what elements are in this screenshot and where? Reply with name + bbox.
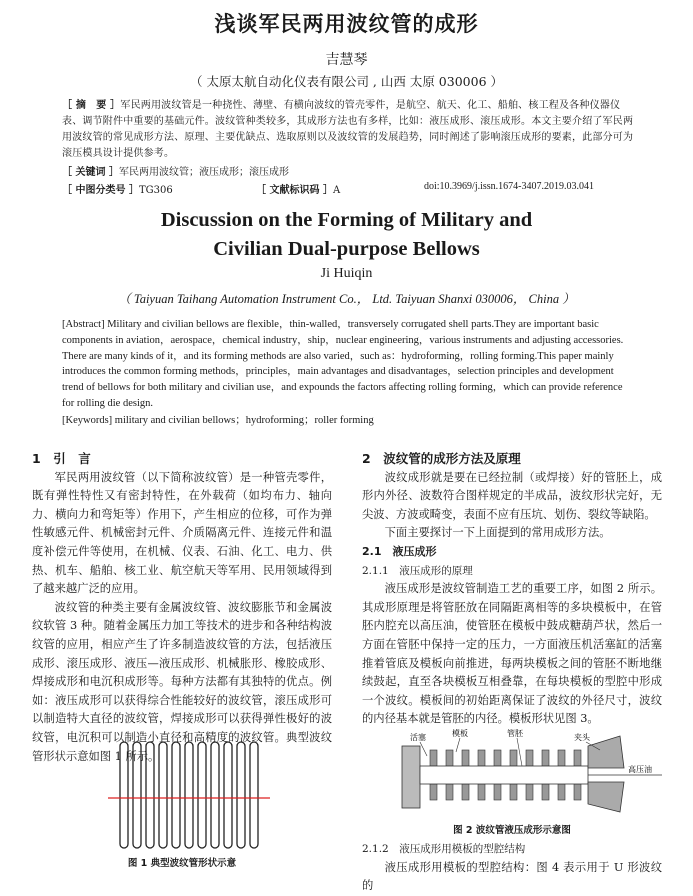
english-keywords: [62, 412, 374, 427]
english-keywords-label: [Keywords]: [62, 415, 113, 426]
english-affiliation: （ Taiyuan Taihang Automation Instrument Co.， Ltd. Taiyuan Shanxi 030006， China ）: [118, 292, 575, 306]
chinese-abstract-label: ［ 摘 要 ］: [62, 100, 121, 111]
bellows-fold: [133, 742, 141, 848]
die-plate: [462, 750, 469, 766]
section-2-1-2-paragraph: 液压成形用模板的型腔结构：图 4 表示用于 U 形波纹的: [362, 860, 662, 893]
figure-2-hydroforming-diagram: [372, 728, 672, 816]
english-title-line2: Civilian Dual-purpose Bellows: [213, 238, 480, 260]
die-plate: [446, 784, 453, 800]
label-piston: 活塞: [410, 733, 426, 742]
die-plate: [494, 784, 501, 800]
die-plate: [558, 750, 565, 766]
section-2-1-1-heading: 2.1.1 液压成形的原理: [362, 564, 473, 577]
bellows-fold: [159, 742, 167, 848]
bellows-fold: [224, 742, 232, 848]
chinese-abstract-text: 军民两用波纹管是一种挠性、薄壁、有横向波纹的管壳零件，是航空、航天、化工、船舶、核工程及各种仪器仪表、调节附件中重要的基础元件。波纹管种类较多，其成形方法也有多样，比如：液压成形、滚压成形。本文主要介绍了军民两用波纹管的常见成形方法、原理、主要优缺点、选取原则以及波纹管的发展趋势，同时阐述了影响滚压成形的要素，此部分可为滚压模具设计提供参考。: [62, 100, 634, 159]
section-2-1-1-paragraph: 液压成形是波纹管制造工艺的重要工序，如图 2 所示。其成形原理是将管胚放在同隔距离相等的多块模板中，在管胚内腔充以高压油，使管胚在模板中鼓成糖葫芦状，然后一方面在管胚中保持一定的压力，一方面液压机活塞缸的活塞推着管底及模板向前推进，每两块模板之间的管胚不断地继续鼓起，直至各块模板互相叠靠，在每块模板的型腔中形成一个波纹。模板间的初始距离保证了波纹的外径尺寸，波纹的内径基本就是管胚的内径。模板形状见图 3。: [362, 582, 662, 726]
tube-blank: [420, 766, 588, 784]
die-plate: [526, 750, 533, 766]
die-plate: [430, 750, 437, 766]
section-1-paragraph-1: 军民两用波纹管（以下简称波纹管）是一种管壳零件，既有弹性特性又有密封特性，在外载荷（如均布力、轴向力、横向力和弯矩等）作用下，产生相应的位移，可作为弹性敏感元件、机械密封元件、介质隔离元件、连接元件和温度补偿元件等使用，在机械、仪表、石油、化工、电力、供热、机车、船舶、核工业、航空航天等军用、民用领域得到了越来越广泛的应用。: [32, 470, 332, 596]
bellows-folds: [120, 742, 258, 848]
section-2-paragraph-1: 波纹成形就是要在已经拉制（或焊接）好的管胚上，成形内外径、波数符合图样规定的半成品，波纹形状完好，无尖波、方波或畸变，表面不应有压坑、划伤、裂纹等缺陷。: [362, 470, 662, 521]
label-oil: 高压油: [628, 765, 652, 774]
die-plate: [478, 784, 485, 800]
right-column: [362, 450, 662, 729]
clamp-upper: [588, 736, 624, 768]
leader-piston: [420, 742, 427, 756]
die-plate: [558, 784, 565, 800]
label-die: 模板: [452, 729, 468, 738]
die-plate: [542, 750, 549, 766]
die-plate: [510, 750, 517, 766]
label-blank: 管胚: [507, 729, 523, 738]
section-2-heading: 2 波纹管的成形方法及原理: [362, 451, 521, 466]
clamp-lower: [588, 782, 624, 812]
die-plate: [478, 750, 485, 766]
doc-code-value: A: [332, 185, 341, 196]
die-plate: [542, 784, 549, 800]
bellows-fold: [185, 742, 193, 848]
bellows-fold: [146, 742, 154, 848]
chinese-abstract: [62, 98, 634, 162]
chinese-keywords-label: ［ 关键词 ］: [62, 167, 119, 178]
english-abstract-text: Military and civilian bellows are flexible，thin-walled，transversely corrugated shell parts.They are important basic components in aviation，aerospace，chemical industry，ship，nuclear engineering，various instruments and adjusting accessories. There are many kinds of it，and its forming methods are also varied，such as：hydroforming，rolling forming.This paper mainly introduces the common forming methods，principles，main advantages and disadvantages，selection principles and development trend of bellows for both military and civilian use，and expounds the factors affecting rolling forming，which can provide reference for rolling die design.: [62, 319, 624, 409]
die-plate: [574, 750, 581, 766]
left-column: [32, 450, 332, 766]
figure-2-caption: 图 2 波纹管液压成形示意图: [453, 825, 571, 836]
leader-die: [456, 738, 460, 752]
chinese-keywords-text: 军民两用波纹管；液压成形；滚压成形: [118, 167, 289, 178]
piston-wall: [402, 746, 420, 808]
die-plate: [430, 784, 437, 800]
section-2-paragraph-2: 下面主要探讨一下上面提到的常用成形方法。: [384, 526, 611, 540]
bellows-fold: [198, 742, 206, 848]
clc-label: ［ 中图分类号 ］: [62, 185, 139, 196]
english-author: Ji Huiqin: [320, 266, 373, 281]
doc-code-label: ［ 文献标识码 ］: [256, 185, 333, 196]
english-title-line1: Discussion on the Forming of Military and: [160, 209, 533, 231]
bellows-fold: [211, 742, 219, 848]
figure-1-caption: 图 1 典型波纹管形状示意: [127, 858, 237, 869]
figure-1-bellows-diagram: [108, 740, 270, 850]
bellows-fold: [120, 742, 128, 848]
chinese-title: 浅谈军民两用波纹管的成形: [214, 11, 479, 36]
bellows-fold: [237, 742, 245, 848]
chinese-affiliation: （ 太原太航自动化仪表有限公司 , 山西 太原 030006 ）: [189, 74, 504, 89]
bellows-fold: [172, 742, 180, 848]
die-plate: [494, 750, 501, 766]
die-plate: [574, 784, 581, 800]
english-title: [0, 206, 693, 264]
english-abstract-label: [Abstract]: [62, 319, 105, 330]
section-2-1-heading: 2.1 液压成形: [362, 544, 437, 558]
die-plate: [510, 784, 517, 800]
die-plate: [462, 784, 469, 800]
english-keywords-text: military and civilian bellows；hydroforming；roller forming: [114, 415, 374, 426]
section-1-paragraph-2: 波纹管的种类主要有金属波纹管、波纹膨胀节和金属波纹软管 3 种。随着金属压力加工等技术的进步和各种结构波纹管的应用，相应产生了许多制造波纹管的方法，包括液压成形、滚压成形、液压—液压成形、机械胀形、橡胶成形、焊接成形和电沉积成形等。每种方法都有其独特的优点。例如：液压成形可以获得综合性能较好的波纹管，滚压成形可以制造特大直径的波纹管，焊接成形可以获得弹性极好的波纹管，电沉积可以制造小直径和高精度的波纹管。典型波纹管形状示意如图 1 所示。: [32, 600, 332, 763]
die-plate: [446, 750, 453, 766]
doi: doi:10.3969/j.issn.1674-3407.2019.03.041: [424, 181, 595, 192]
bellows-fold: [250, 742, 258, 848]
section-1-heading: 1 引 言: [32, 451, 91, 466]
right-column-continued: [362, 840, 662, 896]
document-code: [256, 181, 340, 196]
chinese-author: 吉慧琴: [325, 52, 368, 68]
section-2-1-2-heading: 2.1.2 液压成形用模板的型腔结构: [362, 843, 526, 855]
clc-value: TG306: [138, 185, 173, 196]
leader-blank: [517, 738, 522, 766]
label-clamp: 夹头: [574, 733, 590, 742]
die-plate: [526, 784, 533, 800]
clc-number: [62, 181, 173, 196]
chinese-keywords: [62, 163, 289, 178]
english-abstract: [62, 317, 634, 412]
